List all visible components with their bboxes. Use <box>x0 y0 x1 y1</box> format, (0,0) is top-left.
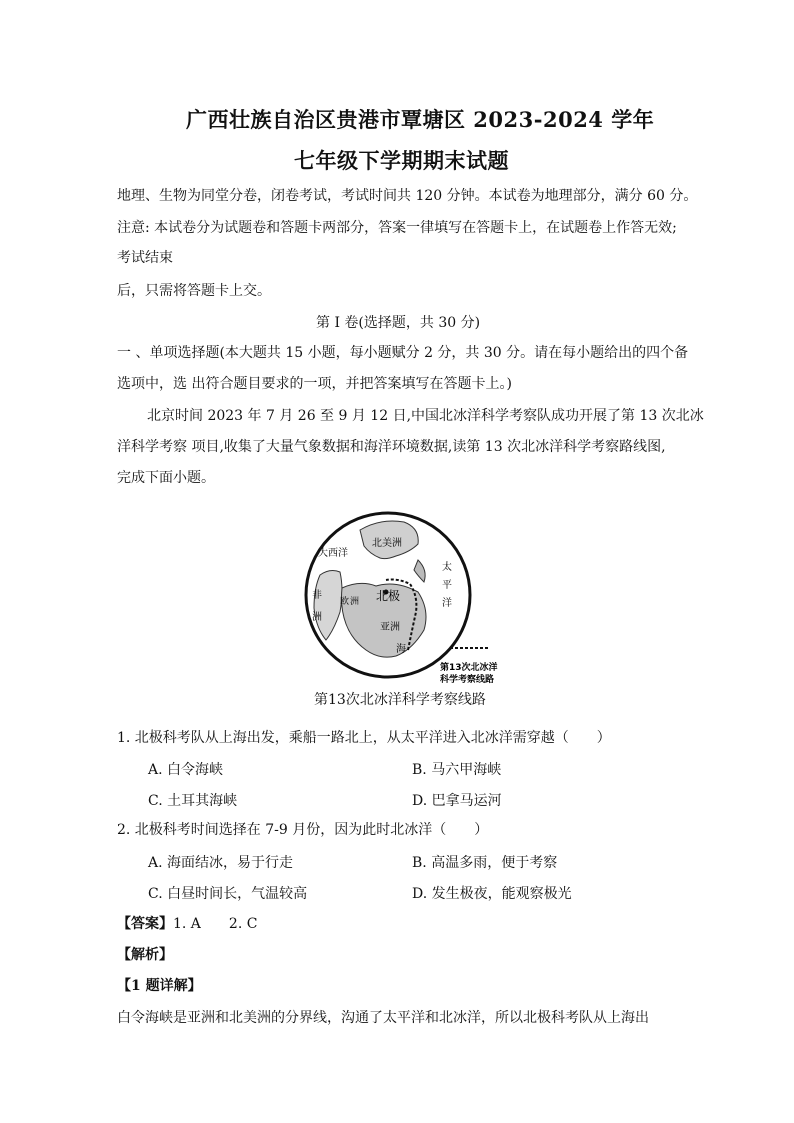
document-title-line2: 七年级下学期期末试题 <box>294 148 509 173</box>
arctic-route-map-svg <box>300 500 500 690</box>
label-pacific-3: 洋 <box>442 598 452 609</box>
legend-label-line1: 第13次北冰洋 <box>440 663 498 673</box>
question-1-option-b: B. 马六甲海峡 <box>412 762 502 778</box>
intro-line-2: 注意: 本试卷分为试题卷和答题卡两部分，答案一律填写在答题卡上，在试题卷上作答无效; <box>117 220 677 236</box>
passage-line-3: 完成下面小题。 <box>117 470 215 486</box>
question-2-stem: 2. 北极科考时间选择在 7-9 月份，因为此时北冰洋（ ） <box>117 822 489 838</box>
arctic-route-map <box>300 500 500 690</box>
passage-line-2: 洋科学考察 项目,收集了大量气象数据和海洋环境数据,读第 13 次北冰洋科学考察路线图, <box>117 439 666 455</box>
intro-line-1: 地理、生物为同堂分卷，闭卷考试，考试时间共 120 分钟。本试卷为地理部分，满分 60 分。 <box>117 188 698 204</box>
label-north-america: 北美洲 <box>372 538 402 549</box>
section-heading: 第 I 卷(选择题，共 30 分) <box>316 315 481 331</box>
question-1-stem: 1. 北极科考队从上海出发，乘船一路北上，从太平洋进入北冰洋需穿越（ ） <box>117 730 611 746</box>
label-pacific-2: 平 <box>442 580 452 591</box>
question-1-option-a: A. 白令海峡 <box>148 762 224 778</box>
label-atlantic: 大西洋 <box>318 548 348 559</box>
map-caption: 第13次北冰洋科学考察线路 <box>314 692 486 708</box>
label-sea: 海 <box>396 644 406 655</box>
label-europe-2: 洲 <box>350 597 360 607</box>
analysis-label: 【解析】 <box>117 947 173 963</box>
passage-line-1: 北京时间 2023 年 7 月 26 至 9 月 12 日,中国北冰洋科学考察队成功开展了第 13 次北冰 <box>147 408 704 424</box>
label-africa-1: 非 <box>312 590 322 601</box>
intro-line-4: 后，只需将答题卡上交。 <box>117 283 271 299</box>
answer-label: 【答案】 <box>117 916 173 932</box>
label-africa-2: 洲 <box>312 612 322 623</box>
question-1-option-d: D. 巴拿马运河 <box>412 793 502 809</box>
section-instruction-line-2: 选项中，选 出符合题目要求的一项，并把答案填写在答题卡上。) <box>117 376 512 392</box>
question-2-option-b: B. 高温多雨，便于考察 <box>412 855 558 871</box>
label-pacific-1: 太 <box>442 562 452 573</box>
label-asia: 亚洲 <box>380 622 400 633</box>
question-2-option-d: D. 发生极夜，能观察极光 <box>412 886 572 902</box>
question-2-option-a: A. 海面结冰，易于行走 <box>148 855 294 871</box>
question-2-option-c: C. 白昼时间长，气温较高 <box>148 886 308 902</box>
detail-text: 白令海峡是亚洲和北美洲的分界线，沟通了太平洋和北冰洋，所以北极科考队从上海出 <box>117 1010 649 1026</box>
answer-value: 1. A 2. C <box>173 916 258 932</box>
section-instruction-line-1: 一 、单项选择题(本大题共 15 小题，每小题赋分 2 分，共 30 分。请在每小题给出的四个备 <box>117 345 689 361</box>
intro-line-3: 考试结束 <box>117 250 173 266</box>
question-1-option-c: C. 土耳其海峡 <box>148 793 238 809</box>
label-europe-1: 欧 <box>340 597 350 607</box>
legend-label-line2: 科学考察线路 <box>440 675 495 685</box>
document-title-line1: 广西壮族自治区贵港市覃塘区 2023-2024 学年 <box>186 107 655 132</box>
answer-row <box>117 914 257 934</box>
detail-label: 【1 题详解】 <box>117 978 202 994</box>
label-north-pole: 北极 <box>376 589 401 603</box>
